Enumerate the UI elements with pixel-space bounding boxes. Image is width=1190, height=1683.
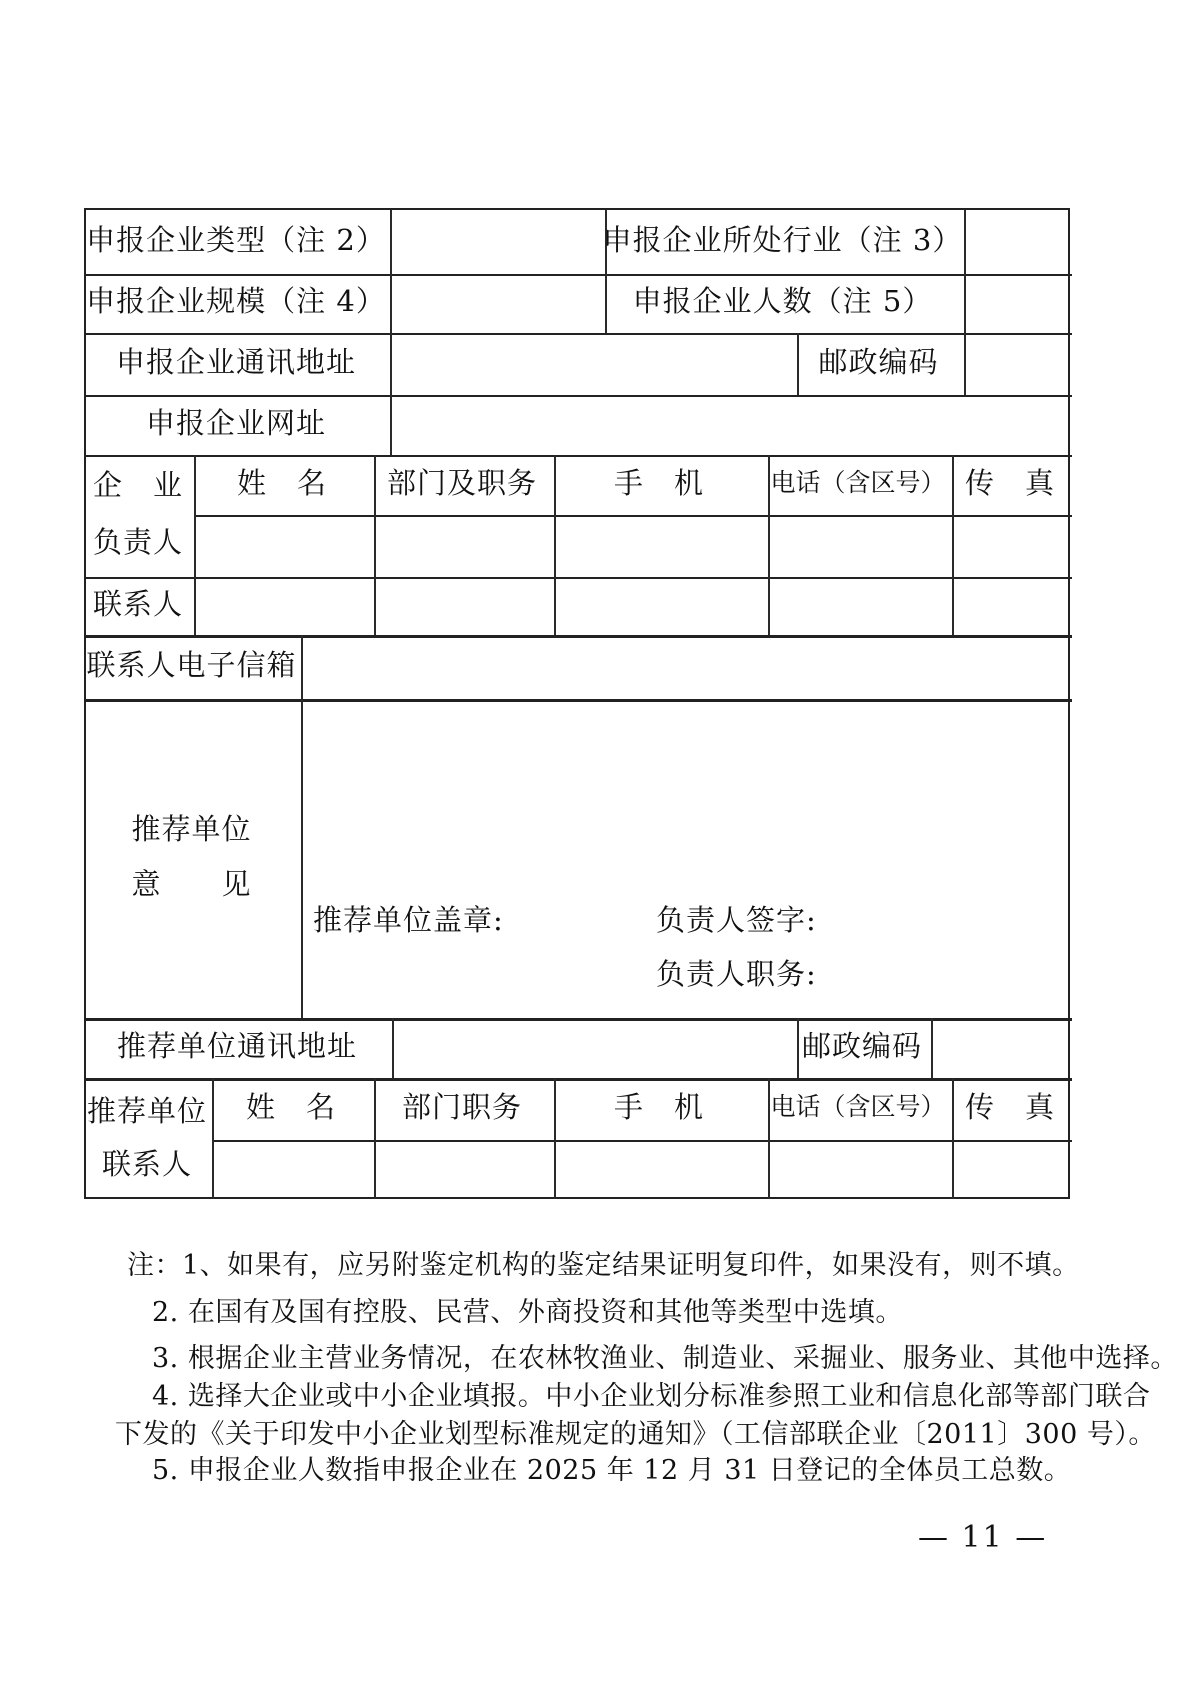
applicant-headcount-label: 申报企业人数（注 5） <box>632 284 933 319</box>
footnote-2: 2. 在国有及国有控股、民营、外商投资和其他等类型中选填。 <box>152 1297 903 1328</box>
rec-phone-cell <box>766 1138 950 1199</box>
recommender-seal-label: 推荐单位盖章: <box>313 903 504 937</box>
applicant-scale-value-cell <box>388 272 603 331</box>
enterprise-head-label <box>84 453 192 575</box>
contact-dept-cell <box>372 575 552 633</box>
rec-fax-column-header: 传 真 <box>964 1089 1055 1124</box>
applicant-website-value-cell <box>388 393 1070 453</box>
postal-code-value-cell-1 <box>962 331 1070 393</box>
applicant-address-value-cell <box>388 331 795 393</box>
rec-dept-column-header: 部门职务 <box>401 1089 522 1124</box>
recommender-address-value-cell <box>390 1016 795 1076</box>
footnote-3: 3. 根据企业主营业务情况，在农林牧渔业、制造业、采掘业、服务业、其他中选择。 <box>152 1343 1178 1374</box>
recommender-contact-line1: 推荐单位 <box>86 1093 207 1128</box>
contact-email-value-cell <box>299 633 1070 697</box>
postal-code-label-2: 邮政编码 <box>801 1028 922 1063</box>
recommender-opinion-line2: 意 见 <box>131 866 252 901</box>
contact-mobile-cell <box>552 575 766 633</box>
enterprise-head-line1: 企 业 <box>92 468 183 503</box>
applicant-address-label: 申报企业通讯地址 <box>115 344 356 379</box>
applicant-industry-label: 申报企业所处行业（注 3） <box>602 222 963 257</box>
rec-fax-cell <box>950 1138 1070 1199</box>
contact-phone-cell <box>766 575 950 633</box>
applicant-industry-value-cell <box>962 208 1070 272</box>
rec-name-column-header: 姓 名 <box>245 1089 336 1124</box>
dept-duty-column-header: 部门及职务 <box>386 465 537 500</box>
contact-email-label: 联系人电子信箱 <box>86 647 297 682</box>
postal-code-value-cell-2 <box>929 1016 1070 1076</box>
rec-name-cell <box>210 1138 372 1199</box>
applicant-type-value-cell <box>388 208 603 272</box>
contact-person-label: 联系人 <box>92 586 183 621</box>
applicant-headcount-value-cell <box>962 272 1070 331</box>
rec-phone-column-header: 电话（含区号） <box>770 1092 946 1121</box>
contact-name-cell <box>192 575 372 633</box>
footnote-5: 5. 申报企业人数指申报企业在 2025 年 12 月 31 日登记的全体员工总数。 <box>152 1455 1072 1486</box>
head-dept-cell <box>372 513 552 575</box>
rec-dept-cell <box>372 1138 552 1199</box>
signer-title-label: 负责人职务: <box>656 957 817 991</box>
recommender-opinion-label <box>84 697 299 1016</box>
signer-signature-label: 负责人签字: <box>656 903 817 937</box>
mobile-column-header: 手 机 <box>613 465 704 500</box>
footnote-4-line2: 下发的《关于印发中小企业划型标准规定的通知》（工信部联企业〔2011〕300 号）。 <box>115 1419 1156 1450</box>
head-fax-cell <box>950 513 1070 575</box>
applicant-type-label: 申报企业类型（注 2） <box>86 222 386 257</box>
enterprise-head-line2: 负责人 <box>92 525 183 559</box>
recommender-opinion-line1: 推荐单位 <box>131 811 252 846</box>
recommender-contact-line2: 联系人 <box>101 1146 192 1181</box>
contact-fax-cell <box>950 575 1070 633</box>
rec-mobile-cell <box>552 1138 766 1199</box>
applicant-scale-label: 申报企业规模（注 4） <box>86 284 386 319</box>
footnote-4-line1: 4. 选择大企业或中小企业填报。中小企业划分标准参照工业和信息化部等部门联合 <box>152 1381 1151 1412</box>
rec-mobile-column-header: 手 机 <box>613 1089 704 1124</box>
recommender-contact-label <box>84 1076 210 1199</box>
postal-code-label-1: 邮政编码 <box>818 344 939 379</box>
recommender-address-label: 推荐单位通讯地址 <box>116 1028 357 1063</box>
fax-column-header: 传 真 <box>964 465 1055 500</box>
applicant-website-label: 申报企业网址 <box>145 405 326 440</box>
phone-column-header: 电话（含区号） <box>770 468 946 497</box>
footnote-1: 注：1、如果有，应另附鉴定机构的鉴定结果证明复印件，如果没有，则不填。 <box>127 1250 1080 1281</box>
head-phone-cell <box>766 513 950 575</box>
page-number: — 11 — <box>918 1520 1048 1555</box>
head-mobile-cell <box>552 513 766 575</box>
head-name-cell <box>192 513 372 575</box>
name-column-header: 姓 名 <box>236 465 327 500</box>
